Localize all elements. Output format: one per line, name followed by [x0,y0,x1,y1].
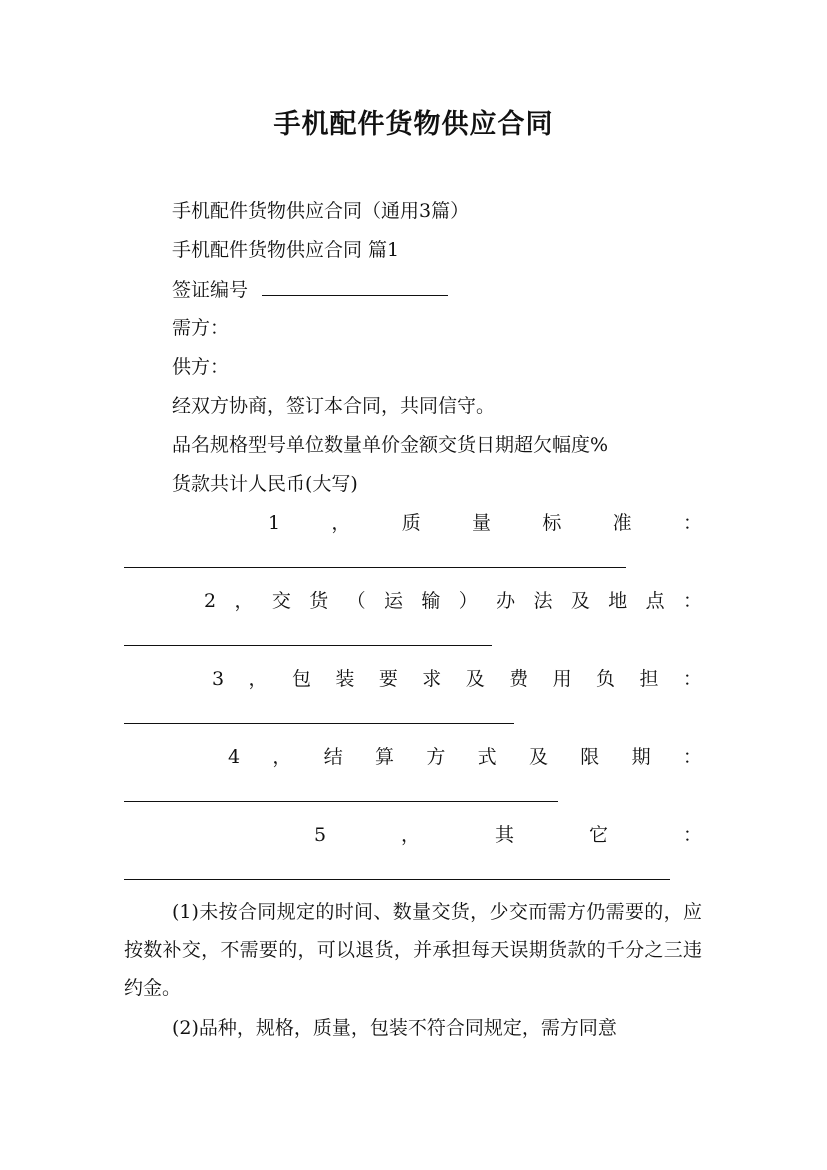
clause-char: 包 [291,668,311,690]
supplier-label: 供方： [172,356,230,378]
clause-char: 它 [588,824,608,846]
clause-char: （ [346,590,366,612]
paragraph-late-delivery: (1)未按合同规定的时间、数量交货，少交而需方仍需要的，应按数补交，不需要的，可以退货，并承担每天误期货款的千分之三违约金。 [124,901,702,999]
clause-char: 交 [271,590,291,612]
clause-1 [124,511,702,535]
clause-char: ， [234,590,254,612]
visa-number-row [172,277,448,302]
clause-4 [124,745,702,769]
clause-char: 法 [533,590,553,612]
clause-char: 及 [528,746,548,768]
clause-char: 量 [472,512,492,534]
clause-char: ： [682,824,702,846]
clause-1-blank [124,567,626,568]
clause-char: 输 [421,590,441,612]
buyer-label: 需方： [172,317,230,339]
clause-char: 2 [204,590,217,612]
document-title: 手机配件货物供应合同 [273,109,554,140]
clause-char: ： [682,746,702,768]
clause-char: 装 [335,668,355,690]
clause-char: 担 [639,668,659,690]
clause-char: 准 [612,512,632,534]
clause-char: ， [272,746,292,768]
clause-3-blank [124,723,514,724]
clause-5 [124,823,702,847]
clause-char: 4 [228,746,241,768]
clause-char: 1 [268,512,281,534]
goods-columns: 品名规格型号单位数量单价金额交货日期超欠幅度% [172,434,609,456]
clause-char: 其 [495,824,515,846]
clause-char: ： [682,512,702,534]
clause-char: ： [682,668,702,690]
clause-char: 货 [309,590,329,612]
clause-char: 算 [375,746,395,768]
agreement-statement: 经双方协商，签订本合同，共同信守。 [172,395,496,417]
clause-char: 负 [596,668,616,690]
clause-char: 地 [608,590,628,612]
clause-char: 标 [542,512,562,534]
clause-char: 方 [426,746,446,768]
clause-char: 点 [645,590,665,612]
paragraph-nonconforming: (2)品种，规格，质量，包装不符合同规定，需方同意 [172,1017,617,1039]
clause-char: 5 [314,824,327,846]
clause-char: 3 [212,668,225,690]
clause-char: 费 [509,668,529,690]
clause-char: 期 [631,746,651,768]
total-amount-label: 货款共计人民币(大写) [172,473,358,495]
clause-char: ， [401,824,421,846]
clause-3 [124,667,702,691]
clause-char: 要 [378,668,398,690]
clause-4-blank [124,801,558,802]
visa-number-blank [262,277,448,296]
subtitle: 手机配件货物供应合同（通用3篇） [172,200,470,222]
clause-char: 限 [580,746,600,768]
visa-number-label: 签证编号 [172,279,249,301]
clause-char: ： [682,590,702,612]
clause-char: 及 [465,668,485,690]
clause-char: ， [248,668,268,690]
clause-char: 式 [477,746,497,768]
clause-char: ， [331,512,351,534]
clause-char: 运 [383,590,403,612]
clause-char: 办 [496,590,516,612]
chapter-heading: 手机配件货物供应合同 篇1 [172,239,400,261]
clause-char: 结 [323,746,343,768]
clause-2 [124,589,702,613]
clause-2-blank [124,645,492,646]
clause-char: 质 [401,512,421,534]
clause-char: 及 [570,590,590,612]
clause-char: ） [458,590,478,612]
clause-5-blank [124,879,670,880]
clause-char: 求 [422,668,442,690]
clause-char: 用 [552,668,572,690]
